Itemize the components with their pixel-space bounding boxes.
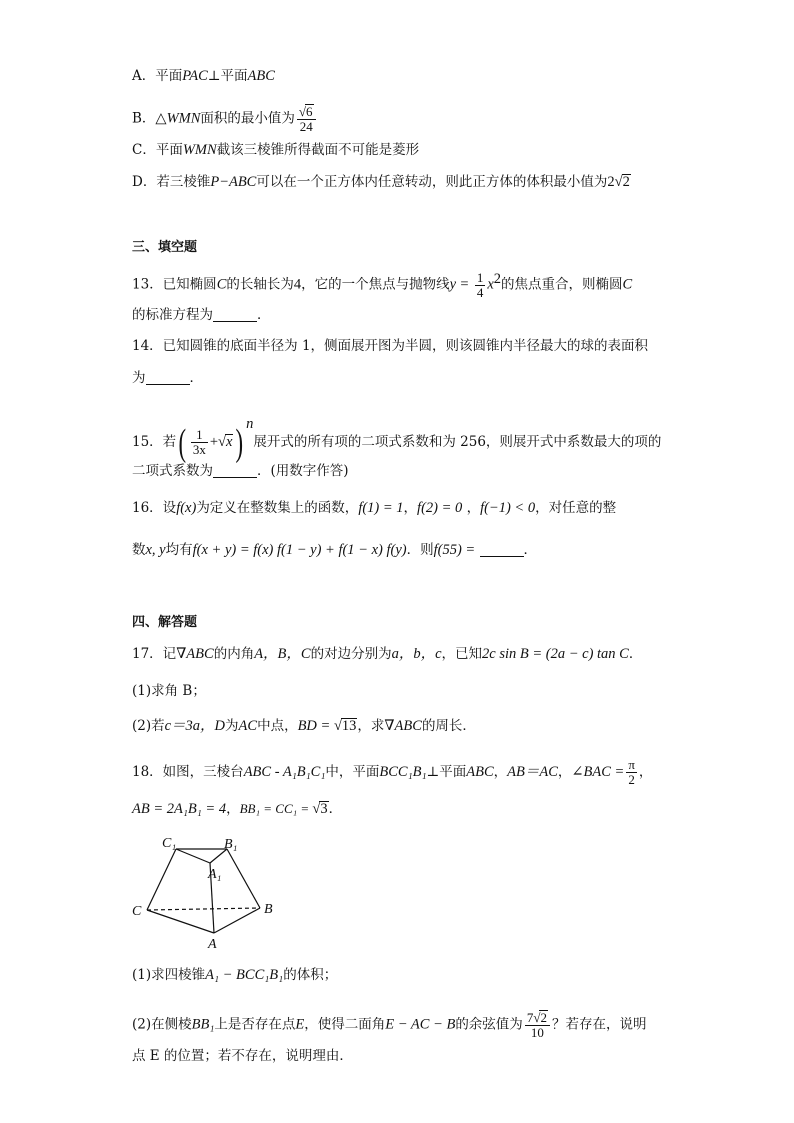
question-14-line2 — [132, 369, 203, 387]
q16-cond1: f(1) = 1 — [358, 500, 404, 516]
q15-frac-num: 1 — [191, 428, 208, 443]
question-16-line2 — [132, 541, 537, 559]
question-13-line1: 13．已知椭圆C的长轴长为4，它的一个焦点与抛物线y = $\frac{1}{4}$ $x^2$的焦点重合，则椭圆C — [132, 269, 633, 300]
q18-p2-frac-den: 10 — [530, 1025, 544, 1040]
q18-p2-text2: 上是否存在点 — [214, 1016, 296, 1033]
question-17-part2: (2)若c＝3a，D为AC中点，BD = √13，求∇ABC的周长． — [132, 718, 476, 734]
option-c-text1: 平面 — [155, 142, 183, 158]
q18-ab-ac: AB＝AC — [507, 764, 558, 780]
q18-p2-text5: ？若存在，说明 — [551, 1016, 647, 1033]
q16-fx: f(x) — [176, 500, 197, 516]
q17-triangle: ∇ABC — [176, 646, 214, 662]
q17-equation: 2c sin B = (2a − c) tan C — [482, 646, 629, 662]
q15-answer-blank[interactable] — [213, 463, 257, 478]
option-a-math1: PAC — [182, 68, 208, 84]
q18-radicand: 3 — [320, 801, 328, 817]
q15-fraction — [191, 428, 208, 457]
question-13-line2 — [132, 306, 271, 324]
q18-p1-text2: 的体积； — [283, 967, 338, 983]
option-b-text1: 面积的最小值为 — [200, 110, 295, 127]
q18-p1-text1: (1)求四棱锥 — [132, 967, 206, 983]
option-d-math1: P−ABC — [210, 174, 257, 190]
q16-cond3: f(−1) < 0 — [480, 500, 536, 516]
q18-p2-frac-coef: 7 — [526, 1010, 534, 1025]
q13-text3: ，它的一个焦点与抛物线 — [301, 276, 450, 293]
q15-text1: 15．若 — [132, 434, 177, 450]
option-b-label: B． — [132, 110, 156, 127]
question-18-part2-line2: 点 E 的位置；若不存在，说明理由． — [132, 1048, 353, 1064]
label-b: B — [264, 902, 273, 917]
q18-text7: ． — [328, 801, 343, 817]
question-18-line1 — [132, 758, 652, 787]
q18-bb1: BB₁ = CC₁ = — [239, 801, 313, 816]
q17-text4: ，已知 — [441, 646, 483, 662]
q18-text2: 中，平面 — [325, 764, 380, 780]
option-c — [132, 141, 419, 159]
q16-text5: 均有 — [165, 542, 193, 558]
option-d-label: D． — [132, 174, 157, 190]
q17-p2-text5: 的周长． — [421, 718, 476, 734]
q13-text5: 的标准方程为 — [132, 307, 213, 323]
q17-p2-triangle: ∇ABC — [384, 718, 422, 734]
q13-answer-blank[interactable] — [213, 307, 257, 322]
q13-x: x — [487, 276, 494, 293]
option-d-text1: 若三棱锥 — [156, 174, 211, 190]
option-d: D．若三棱锥P−ABC可以在一个正方体内任意转动，则此正方体的体积最小值为2√2 — [132, 174, 630, 190]
option-c-label: C． — [132, 142, 156, 158]
question-15-line2 — [132, 462, 349, 480]
q17-p2-bd: BD = — [297, 718, 334, 734]
q15-plus: + — [209, 434, 219, 450]
q17-p2-radicand: 13 — [341, 718, 357, 734]
q18-p2-text1: (2)在侧棱 — [132, 1016, 192, 1033]
q13-value-4: 4 — [293, 276, 302, 293]
option-a-math2: ABC — [247, 68, 275, 84]
label-c1: C₁ — [162, 836, 177, 851]
option-b-radicand: 6 — [306, 104, 313, 119]
question-15-line1: 15．若( $\frac{1}{3x}$ +√x) $^n$展开式的所有项的二项式系数和为 256，则展开式中系数最大的项的 — [132, 416, 662, 464]
option-b-math1: △WMN — [155, 110, 201, 127]
q15-text4: ．(用数字作答) — [257, 463, 349, 479]
question-14-line1: 14．已知圆锥的底面半径为 1，侧面展开图为半圆，则该圆锥内半径最大的球的表面积 — [132, 338, 649, 354]
q18-p2-bb1: BB₁ — [191, 1016, 215, 1033]
q18-comma: ， — [638, 764, 653, 780]
question-17-part1: (1)求角 B； — [132, 683, 206, 699]
q13-frac-num: 1 — [476, 269, 484, 285]
q18-angle: ∠BAC = — [571, 764, 625, 780]
q13-ellipse-c2: C — [622, 276, 633, 293]
q18-text6: ， — [226, 801, 240, 817]
q13-fraction — [475, 271, 486, 300]
q18-pi-fraction — [626, 758, 637, 787]
q18-p1-pyramid: A₁ − BCC₁B₁ — [205, 967, 284, 983]
q14-text2: 为 — [132, 370, 146, 386]
q16-text3: ，对任意的整 — [535, 500, 617, 516]
option-d-radicand: 2 — [622, 174, 630, 190]
option-a-text1: 平面 — [155, 68, 183, 84]
q18-ab-eq: AB = 2A₁B₁ = 4 — [132, 801, 227, 817]
q18-p2-fraction: $\frac{7√2}{10}$ — [525, 1010, 550, 1040]
q15-text3: 二项式系数为 — [132, 463, 213, 479]
question-18-part1 — [132, 966, 337, 984]
q15-text2: 展开式的所有项的二项式系数和为 256，则展开式中系数最大的项的 — [253, 434, 662, 450]
q15-sqrt-x: x — [226, 434, 233, 450]
question-18-part2 — [132, 1010, 646, 1040]
q18-p2-frac-rad: 2 — [540, 1010, 547, 1025]
q17-sides: a，b，c — [391, 646, 442, 662]
q16-text1: 16．设 — [132, 500, 177, 516]
q18-frustum: ABC - A₁B₁C₁ — [243, 764, 326, 780]
q14-answer-blank[interactable] — [146, 370, 190, 385]
q18-plane: BCC₁B₁ — [379, 764, 427, 780]
q18-p2-text3: ，使得二面角 — [304, 1016, 386, 1033]
section-fill-in-title: 三、填空题 — [132, 240, 198, 255]
q18-abc: ABC — [466, 764, 494, 780]
q17-text1: 17．记 — [132, 646, 177, 662]
option-d-coefficient: 2 — [607, 174, 615, 190]
q13-text2: 的长轴长为 — [226, 276, 294, 293]
q16-text6: ．则 — [406, 542, 434, 558]
q17-end: ． — [628, 646, 643, 662]
question-18-line2: AB = 2A₁B₁ = 4，BB₁ = CC₁ = √3． — [132, 801, 343, 817]
q16-xy: x, y — [145, 542, 166, 558]
option-b-fraction: $\frac{√6}{24}$ — [297, 104, 316, 134]
q13-number: 13 — [132, 276, 150, 293]
q16-end: ． — [523, 542, 537, 558]
label-b1: B₁ — [224, 837, 238, 852]
q16-equation: f(x + y) = f(x) f(1 − y) + f(1 − x) f(y) — [192, 542, 407, 558]
q17-angles: A，B，C — [254, 646, 311, 662]
q18-pi: π — [628, 757, 635, 772]
q18-text3: ⊥平面 — [426, 764, 467, 780]
q13-frac-den: 4 — [476, 284, 484, 300]
q15-exponent-n: n — [246, 416, 254, 432]
q16-cond2: f(2) = 0 — [417, 500, 463, 516]
q15-frac-den: 3x — [192, 442, 206, 457]
option-c-math1: WMN — [182, 142, 217, 158]
q13-text1: ．已知椭圆 — [149, 276, 217, 293]
q17-p2-ac: AC — [238, 718, 258, 734]
label-a1: A₁ — [208, 867, 222, 882]
section-solve-title: 四、解答题 — [132, 615, 198, 630]
q13-equals: = — [460, 276, 469, 293]
option-b-denominator: 24 — [299, 119, 313, 134]
frustum-figure — [130, 832, 280, 952]
label-a: A — [208, 937, 217, 952]
q18-p2-text4: 的余弦值为 — [455, 1016, 523, 1033]
option-d-text2: 可以在一个正方体内任意转动，则此正方体的体积最小值为 — [256, 174, 608, 190]
q16-text4: 数 — [132, 542, 146, 558]
option-a-label: A． — [132, 68, 156, 84]
q18-text1: 18．如图，三棱台 — [132, 764, 244, 780]
q16-text2: 为定义在整数集上的函数， — [196, 500, 359, 516]
q17-p2-cond: c＝3a，D — [164, 718, 226, 734]
question-17-line1 — [132, 645, 642, 663]
q17-p2-text4: ，求 — [357, 718, 385, 734]
q17-p2-text2: 为 — [225, 718, 239, 734]
q17-text3: 的对边分别为 — [310, 646, 392, 662]
q18-two: 2 — [628, 772, 635, 787]
q13-y: y — [449, 276, 457, 293]
q17-text2: 的内角 — [213, 646, 255, 662]
q18-text5: ， — [557, 764, 572, 780]
q18-text4: ， — [493, 764, 508, 780]
q14-end: ． — [189, 370, 203, 386]
label-c: C — [132, 904, 142, 919]
q17-p2-text3: 中点， — [257, 718, 298, 734]
q13-ellipse-c: C — [216, 276, 227, 293]
q13-end: ． — [257, 307, 271, 323]
q18-p2-dihedral: E − AC − B — [385, 1016, 456, 1033]
question-16-line1: 16．设f(x)为定义在整数集上的函数，f(1) = 1，f(2) = 0 ，f(−1) < 0，对任意的整 — [132, 500, 617, 516]
q16-f55: f(55) = — [433, 542, 476, 558]
option-a-perp: ⊥ — [207, 68, 221, 84]
option-c-text2: 截该三棱锥所得截面不可能是菱形 — [216, 142, 420, 158]
q17-p2-text1: (2)若 — [132, 718, 165, 734]
option-a — [132, 67, 275, 85]
q13-text4: 的焦点重合，则椭圆 — [501, 276, 623, 293]
q18-p2-e: E — [295, 1016, 305, 1033]
option-b — [132, 104, 318, 134]
option-a-text2: 平面 — [220, 68, 248, 84]
q16-answer-blank[interactable] — [480, 542, 524, 557]
